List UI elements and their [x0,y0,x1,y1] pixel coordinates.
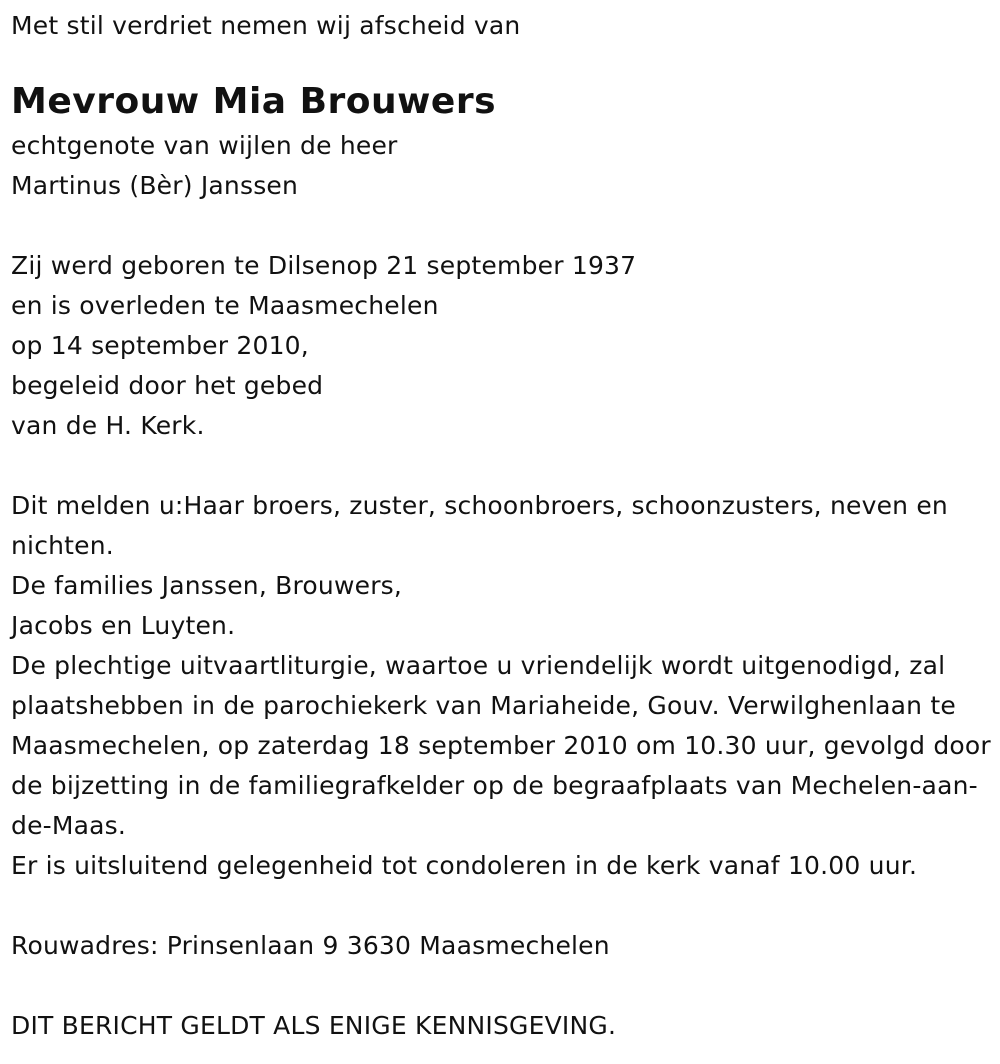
death-line-2: op 14 september 2010, [11,331,309,360]
spacer [11,886,996,926]
spacer [11,446,996,486]
spouse-line-1: echtgenote van wijlen de heer [11,131,398,160]
announcers-paragraph: Dit melden u:Haar broers, zuster, schoonbroers, schoonzusters, neven en nichten. [11,491,948,560]
families-line-1: De families Janssen, Brouwers, [11,571,403,600]
spouse-line-2: Martinus (Bèr) Janssen [11,171,299,200]
deceased-name: Mevrouw Mia Brouwers [11,81,497,122]
death-line-4: van de H. Kerk. [11,411,205,440]
birth-line: Zij werd geboren te Dilsenop 21 september 1937 [11,251,637,280]
closing-statement: DIT BERICHT GELDT ALS ENIGE KENNISGEVING. [11,1011,617,1040]
death-notice [11,6,996,1046]
spacer [11,206,996,246]
death-line-3: begeleid door het gebed [11,371,324,400]
mourning-address: Rouwadres: Prinsenlaan 9 3630 Maasmechelen [11,931,610,960]
intro-text: Met stil verdriet nemen wij afscheid van [11,11,521,40]
funeral-paragraph: De plechtige uitvaartliturgie, waartoe u vriendelijk wordt uitgenodigd, zal plaatshebben in de parochiekerk van Mariaheide, Gouv. Verwilghenlaan te Maasmechelen, op zaterdag 18 september 2010 om 10.30 uur, gevolgd door de bijzetting in de familiegrafkelder op de begraafplaats van Mechelen-aan-de-Maas. [11,651,991,840]
condolence-paragraph: Er is uitsluitend gelegenheid tot condoleren in de kerk vanaf 10.00 uur. [11,851,918,880]
death-line-1: en is overleden te Maasmechelen [11,291,439,320]
spacer [11,966,996,1006]
families-line-2: Jacobs en Luyten. [11,611,236,640]
